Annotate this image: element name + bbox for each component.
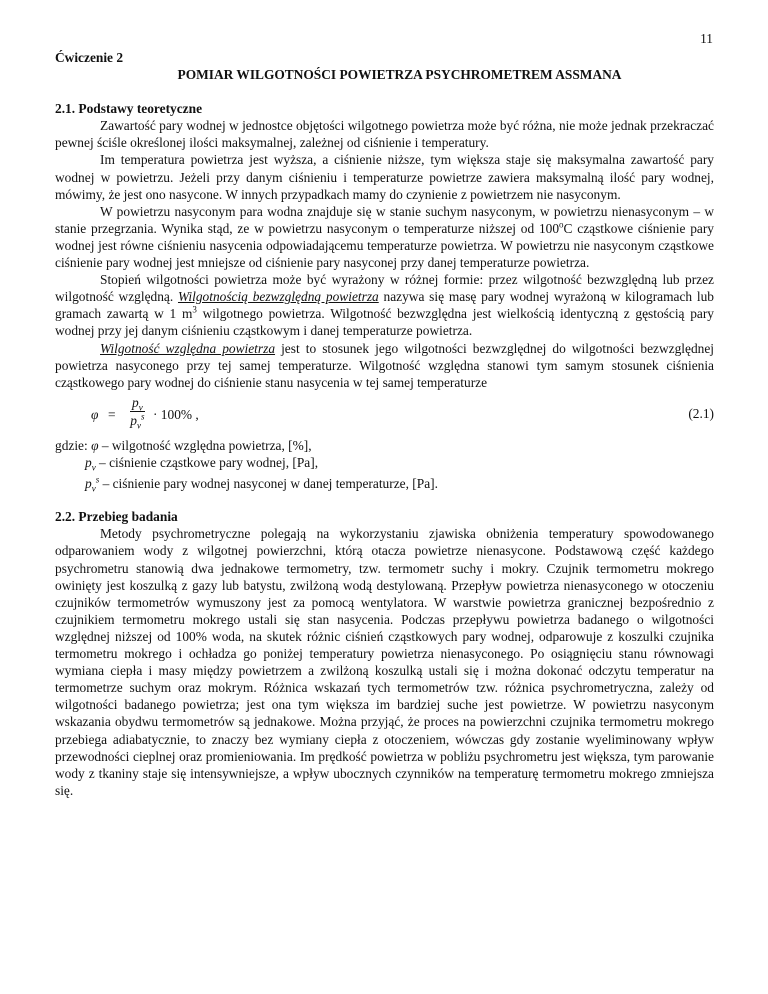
- section-heading-procedure: 2.2. Przebieg badania: [55, 509, 178, 525]
- definition-pvs: $p_v^s$ – ciśnienie pary wodnej nasyconej w danej temperaturze, [Pa].: [85, 474, 438, 494]
- page-title: POMIAR WILGOTNOŚCI POWIETRZA PSYCHROMETREM ASSMANA: [177, 67, 622, 83]
- section-heading-theory: 2.1. Podstawy teoretyczne: [55, 101, 203, 117]
- paragraph: W powietrzu nasyconym para wodna znajduje się w stanie suchym nasyconym, w powietrzu nienasyconym – w stanie przegrzania. Wynika stąd, ze w powietrzu nasyconym o temperaturze niższej od 100$^o$C cząstkowe ciśnienie pary wodnej jest równe ciśnieniu nasycenia odpowiadającemu temperaturze powietrza. W powietrzu nie nasyconym cząstkowe ciśnienie pary wodnej jest mniejsze od ciśnienie pary nasyconej przy danej temperaturze powietrza.: [55, 203, 714, 271]
- paragraph: Zawartość pary wodnej w jednostce objętości wilgotnego powietrza może być różna, nie może jednak przekraczać pewnej ściśle określonej ilości maksymalnej, zależnej od ciśnienie i temperatury.: [55, 118, 714, 151]
- paragraph: Wilgotność względna powietrza jest to stosunek jego wilgotności bezwzględnej do wilgotności bezwzględnej powietrza nasyconego przy tej samej temperaturze. Wilgotność względna stanowi tym samym stosunek ciśnienia cząstkowego pary wodnej do ciśnienie stanu nasycenia w tej samej temperaturze: [55, 340, 714, 390]
- definition-pv: $p_v$ – ciśnienie cząstkowe pary wodnej, [Pa],: [85, 455, 319, 473]
- document-page: [55, 30, 714, 799]
- formula-equals: =: [108, 406, 116, 422]
- definitions-list: [55, 437, 714, 493]
- page-number: 11: [700, 31, 713, 46]
- equation-number: (2.1): [688, 405, 714, 421]
- term-relative-humidity: Wilgotność względna powietrza: [100, 340, 276, 356]
- term-absolute-humidity: Wilgotnością bezwzględną powietrza: [177, 289, 379, 305]
- paragraph: Im temperatura powietrza jest wyższa, a ciśnienie niższe, tym większa staje się maksymalna zawartość pary wodnej w powietrzu. Jeżeli przy danym ciśnieniu i temperaturze powietrze zawiera maksymalną ilość pary wodnej, mówimy, że jest ono nasycone. W innych przypadkach mamy do czynienie z powietrzem nie nasyconym.: [55, 152, 714, 202]
- paragraph: Stopień wilgotności powietrza może być wyrażony w różnej formie: przez wilgotność bezwzględną lub przez wilgotność względną. Wilgotnością bezwzględną powietrza nazywa się masę pary wodnej wyrażoną w kilogramach lub gramach zawartą w 1 $m^3$ wilgotnego powietrza. Wilgotność bezwzględna jest wielkością identyczną z gęstością pary wodnej przy jej danym ciśnieniu cząstkowym i danej temperaturze powietrza.: [55, 272, 714, 339]
- exercise-label: Ćwiczenie 2: [55, 50, 124, 65]
- formula-tail: · 100% ,: [153, 406, 199, 422]
- paragraph: Metody psychrometryczne polegają na wykorzystaniu zjawiska obniżenia temperatury spowodowanego odparowaniem wody z wilgotnej powierzchni, którą otacza powietrze nienasycone. Podstawową część każdego psychrometru stanowią dwa jednakowe termometry, tzw. termometr suchy i mokry. Czujnik termometru mokrego owinięty jest koszulką z gazy lub batystu, zwilżoną wodą destylowaną. Przepływ powietrza nienasyconego w otoczeniu czujników termometrów wymuszony jest za pomocą wentylatora. W warstwie powietrza granicznej bezpośrednio z czujnikiem termometru mokrego ustali się stan nasycenia. Podczas przepływu powietrza badanego o wilgotności względnej niższej od 100% woda, na skutek różnic ciśnień cząstkowych pary wodnej, odparowuje z koszulki czujnika termometru mokrego i ochładza go poniżej temperatury powietrza nienasyconego. Po osiągnięciu stanu równowagi wymiana ciepła i masy między powietrzem a zwilżoną koszulką ustali się i można dokonać odczytu temperatur na termometrze suchym oraz mokrym. Różnica wskazań tych termometrów tzw. różnica psychrometryczna, zależy od wilgotności badanego powietrza; jest ona tym większa im bardziej suche jest powietrze. W powietrzu nasyconym wskazania obydwu termometrów są jednakowe. Można przyjąć, że proces na powierzchni czujnika termometru mokrego przebiega adiabatycznie, to znaczy bez wymiany ciepła z otoczeniem, wówczas gdy zostanie wyeliminowany wpływ przewodności cieplnej oraz promieniowania. Im prędkość powietrza w pobliżu psychrometru jest większa, tym parowanie wody z tkaniny staje się intensywniejsze, a wpływ ubocznych czynników na temperaturę termometru mokrego zmniejsza się.: [55, 526, 714, 798]
- formula-phi: φ: [91, 406, 99, 422]
- formula-fraction: $p_v$ $p_v^s$: [130, 394, 145, 431]
- formula-2-1: [55, 393, 714, 437]
- definition-phi: gdzie: φ – wilgotność względna powietrza, [%],: [55, 437, 312, 453]
